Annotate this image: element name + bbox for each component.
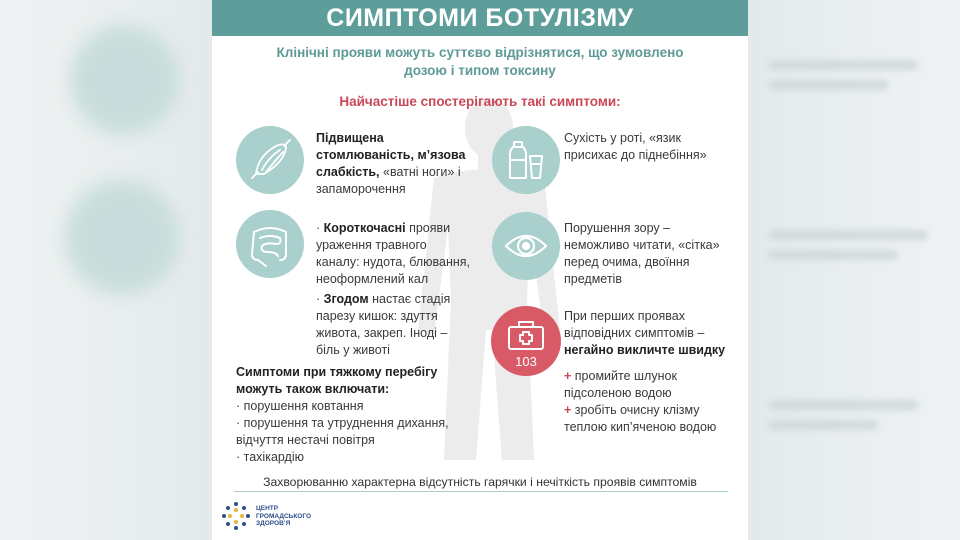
symptom-vision <box>564 220 720 288</box>
symptom-text: Сухість у роті, «язик <box>564 131 681 145</box>
symptom-text: предметів <box>564 272 622 286</box>
severe-heading: Симптоми при тяжкому перебігу <box>236 365 438 379</box>
eye-icon <box>492 212 560 280</box>
instruction-text: негайно викличте швидку <box>564 343 726 357</box>
symptom-text: неоформлений кал <box>316 272 429 286</box>
page-title: СИМПТОМИ БОТУЛІЗМУ <box>212 0 748 36</box>
bullet: · <box>316 292 321 306</box>
symptom-text: Порушення зору – <box>564 221 671 235</box>
logo-text <box>256 505 311 528</box>
section-title: Найчастіше спостерігають такі симптоми: <box>339 94 621 109</box>
symptom-muscle-weakness <box>316 130 465 198</box>
symptom-text: присихає до піднебіння» <box>564 148 707 162</box>
footer-note: Захворюванню характерна відсутність гарячки і нечіткість проявів симптомів <box>263 475 697 489</box>
instruction-text: При перших проявах <box>564 309 685 323</box>
symptom-text: Короткочасні <box>323 221 406 235</box>
severe-symptoms <box>236 364 449 466</box>
symptom-text: перед очима, двоїння <box>564 255 690 269</box>
symptom-text: парезу кишок: здуття <box>316 309 438 323</box>
first-aid-kit-icon <box>491 306 561 376</box>
subtitle-line: Клінічні прояви можуть суттєво відрізнятися, що зумовлено <box>276 45 684 60</box>
symptom-text: стомлюваність, м’язова <box>316 148 466 162</box>
emergency-number: 103 <box>515 354 537 369</box>
symptom-text: слабкість, <box>316 165 380 179</box>
blurred-text <box>768 60 918 70</box>
plus-icon: + <box>564 369 572 383</box>
instruction-text: відповідних симптомів – <box>564 326 705 340</box>
bullet: · <box>316 221 321 235</box>
symptom-dry-mouth <box>564 130 707 164</box>
list-item: · тахікардію <box>236 450 305 464</box>
emergency-instructions <box>564 308 725 359</box>
symptom-digestive <box>316 220 470 359</box>
action-text: теплою кип’яченою водою <box>564 420 717 434</box>
divider <box>234 491 728 492</box>
muscle-icon <box>236 126 304 194</box>
first-aid-actions <box>564 368 716 436</box>
blurred-background-left <box>0 0 212 540</box>
symptom-text: живота, закреп. Іноді – <box>316 326 448 340</box>
symptom-text: неможливо читати, «сітка» <box>564 238 720 252</box>
blurred-text <box>768 420 878 430</box>
symptom-text: прояви <box>405 221 451 235</box>
symptom-text: запаморочення <box>316 182 406 196</box>
symptom-text: біль у животі <box>316 343 390 357</box>
blurred-text <box>768 230 928 240</box>
blurred-text <box>768 250 898 260</box>
severe-heading: можуть також включати: <box>236 382 390 396</box>
subtitle-line: дозою і типом токсину <box>404 63 556 78</box>
logo-icon <box>220 500 252 532</box>
infographic-poster <box>212 0 748 540</box>
symptom-text: ураження травного <box>316 238 427 252</box>
symptom-text: настає стадія <box>368 292 451 306</box>
blurred-circle <box>70 25 180 135</box>
list-item: · порушення та утруднення дихання, <box>236 416 449 430</box>
list-item: відчуття нестачі повітря <box>236 433 375 447</box>
list-item: · порушення ковтання <box>236 399 364 413</box>
blurred-background-right <box>748 0 960 540</box>
blurred-circle <box>65 180 180 295</box>
bottle-glass-icon <box>492 126 560 194</box>
symptom-text: Підвищена <box>316 131 384 145</box>
action-text: промийте шлунок <box>571 369 677 383</box>
symptom-text: каналу: нудота, блювання, <box>316 255 470 269</box>
logo-text-line: ЦЕНТР <box>256 505 279 512</box>
intestine-icon <box>236 210 304 278</box>
action-text: зробіть очисну клізму <box>571 403 700 417</box>
symptom-text: Згодом <box>323 292 369 306</box>
logo-text-line: ГРОМАДСЬКОГО <box>256 512 312 520</box>
subtitle <box>232 44 728 80</box>
blurred-text <box>768 80 888 90</box>
symptom-text: «ватні ноги» і <box>379 165 461 179</box>
action-text: підсоленою водою <box>564 386 672 400</box>
logo-text-line: ЗДОРОВ’Я <box>256 520 291 527</box>
blurred-text <box>768 400 918 410</box>
plus-icon: + <box>564 403 572 417</box>
